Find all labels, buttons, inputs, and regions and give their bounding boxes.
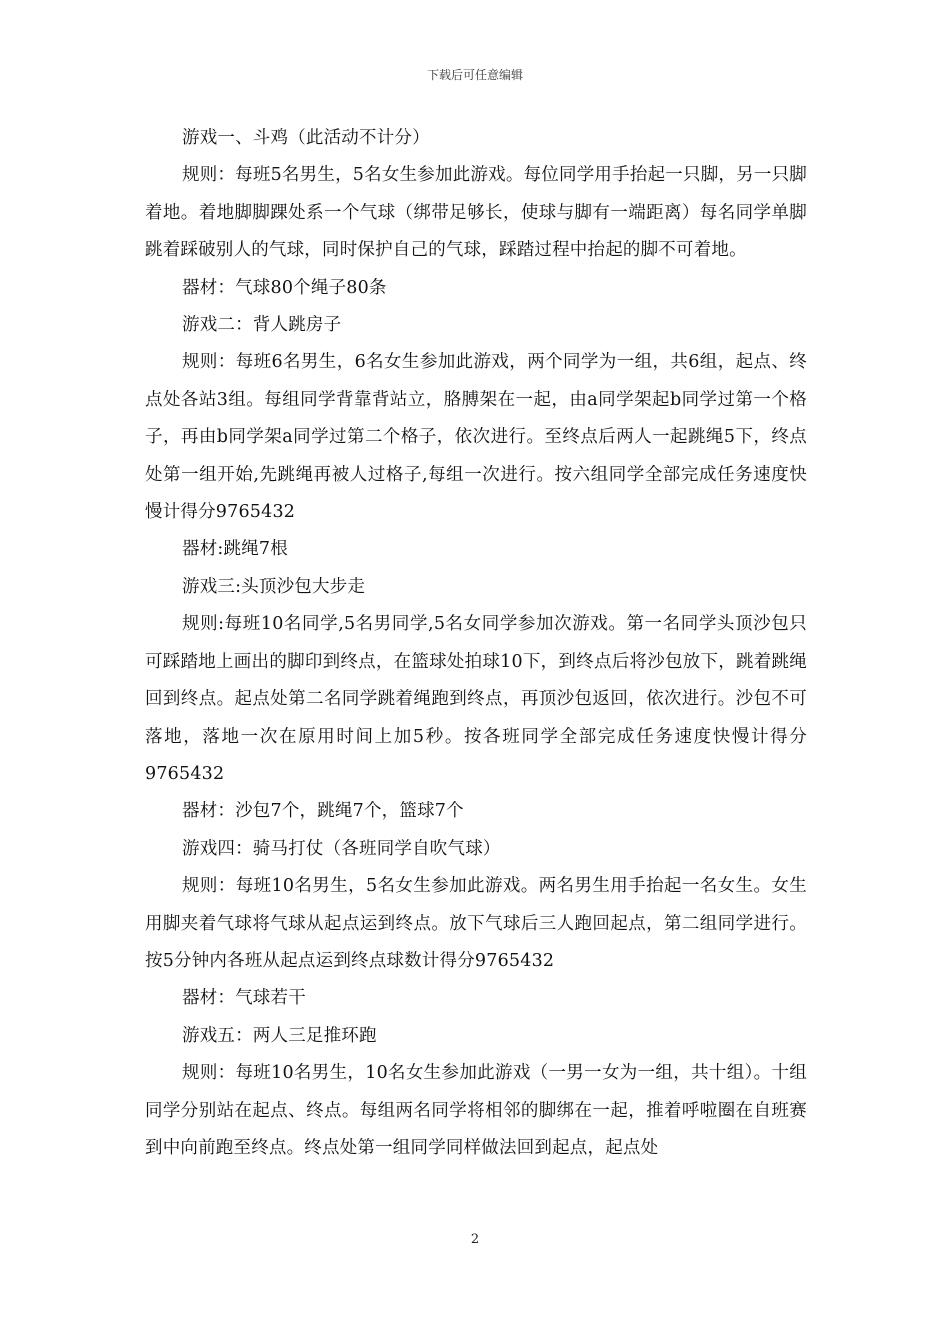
document-body <box>145 120 807 1167</box>
game-5-rules: 规则：每班10名男生，10名女生参加此游戏（一男一女为一组，共十组）。十组同学分别站在起点、终点。每组两名同学将相邻的脚绑在一起，推着呼啦圈在自班赛到中向前跑至终点。终点处第一组同学同样做法回到起点，起点处 <box>145 1063 807 1158</box>
page-header: 下载后可任意编辑 <box>426 68 523 82</box>
game-4-rules: 规则：每班10名男生，5名女生参加此游戏。两名男生用手抬起一名女生。女生用脚夹着气球将气球从起点运到终点。放下气球后三人跑回起点，第二组同学进行。按5分钟内各班从起点运到终点球数计得分9765432 <box>145 876 807 971</box>
game-1-rules: 规则：每班5名男生，5名女生参加此游戏。每位同学用手抬起一只脚，另一只脚着地。着地脚脚踝处系一个气球（绑带足够长，使球与脚有一端距离）每名同学单脚跳着踩破别人的气球，同时保护自己的气球，踩踏过程中抬起的脚不可着地。 <box>145 165 807 261</box>
game-5-title: 游戏五：两人三足推环跑 <box>182 1025 377 1046</box>
page-number: 2 <box>470 1232 480 1247</box>
game-2-title: 游戏二：背人跳房子 <box>182 315 342 336</box>
game-1-equipment: 器材：气球80个绳子80条 <box>182 277 387 298</box>
game-2-equipment: 器材:跳绳7根 <box>182 539 288 560</box>
game-4-equipment: 器材：气球若干 <box>182 988 306 1009</box>
game-2-rules: 规则：每班6名男生，6名女生参加此游戏，两个同学为一组，共6组，起点、终点处各站3组。每组同学背靠背站立，胳膊架在一起，由a同学架起b同学过第一个格子，再由b同学架a同学过第二个格子，依次进行。至终点后两人一起跳绳5下，终点处第一组开始,先跳绳再被人过格子,每组一次进行。按六组同学全部完成任务速度快慢计得分9765432 <box>145 352 807 523</box>
game-3-title: 游戏三:头顶沙包大步走 <box>182 576 366 597</box>
game-3-equipment: 器材：沙包7个，跳绳7个，篮球7个 <box>182 801 464 822</box>
game-4-title: 游戏四：骑马打仗（各班同学自吹气球） <box>182 838 501 859</box>
game-3-rules: 规则:每班10名同学,5名男同学,5名女同学参加次游戏。第一名同学头顶沙包只可踩踏地上画出的脚印到终点，在篮球处拍球10下，到终点后将沙包放下，跳着跳绳回到终点。起点处第二名同学跳着绳跑到终点，再顶沙包返回，依次进行。沙包不可落地，落地一次在原用时间上加5秒。按各班同学全部完成任务速度快慢计得分9765432 <box>145 614 807 784</box>
game-1-title: 游戏一、斗鸡（此活动不计分） <box>182 128 430 148</box>
